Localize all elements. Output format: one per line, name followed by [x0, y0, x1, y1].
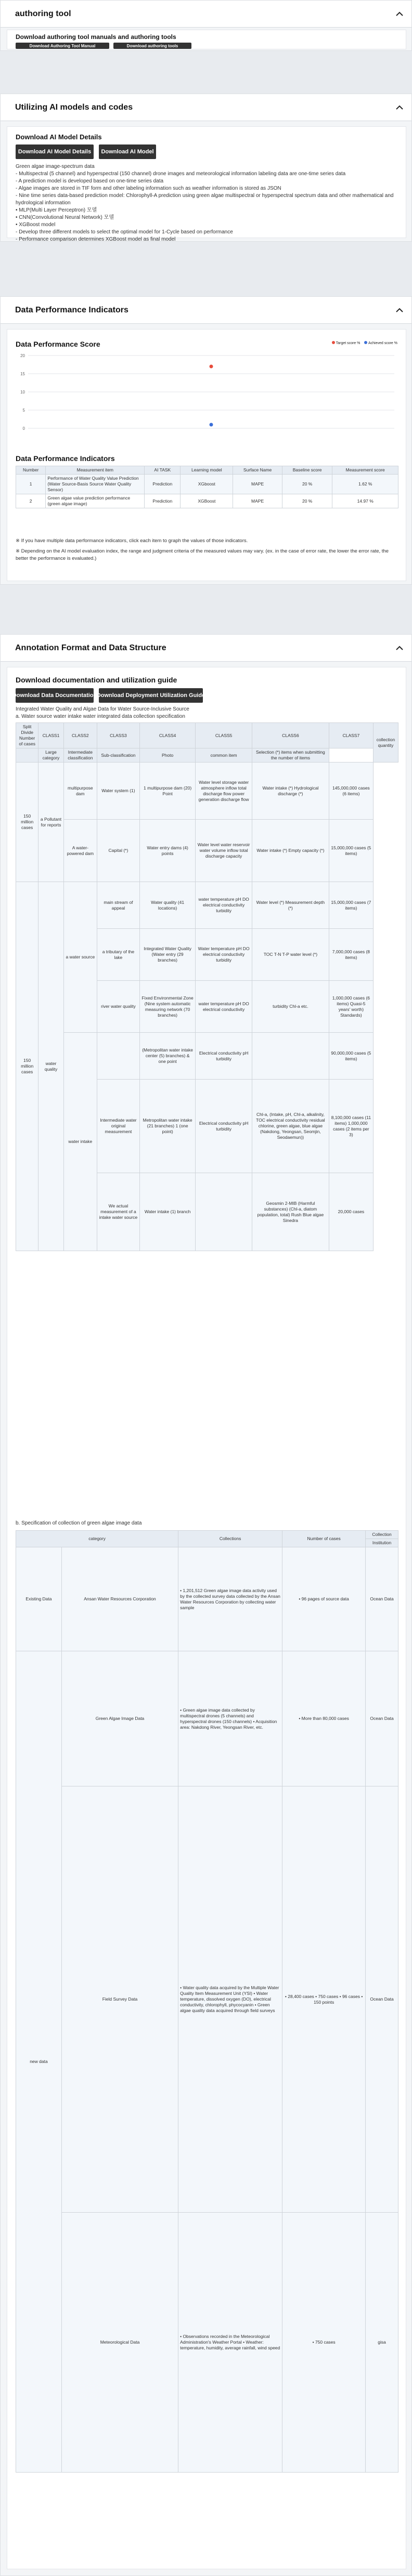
ai-model-panel: [7, 126, 406, 242]
cell: • 750 cases: [282, 2213, 366, 2473]
cell: MAPE: [233, 494, 282, 508]
legend-label: Achieved score %: [368, 341, 397, 345]
section-title: Annotation Format and Data Structure: [15, 643, 166, 652]
cell: 20,000 cases: [329, 1173, 373, 1251]
cell: MAPE: [233, 475, 282, 494]
cell: 20 %: [282, 475, 332, 494]
cell: A water-powered dam: [63, 820, 97, 882]
cell: 15,000,000 cases (5 items): [329, 820, 373, 882]
section-header[interactable]: [1, 635, 411, 662]
cell: 1 multipurpose dam (20) Point: [139, 763, 195, 820]
model-description: [16, 163, 398, 243]
cell: 20 %: [282, 494, 332, 508]
header-cell: Baseline score: [282, 466, 332, 475]
chevron-up-icon[interactable]: [394, 102, 405, 113]
cell: Intermediate water original measurement: [97, 1080, 139, 1173]
cell: Water level storage water atmosphere inflow total discharge flow power generation discharge flow: [196, 763, 252, 820]
cell: • Observations recorded in the Meteorological Administration's Weather Portal • Weather: temperature, humidity, average rainfall, wind speed: [178, 2213, 282, 2473]
cell: 1: [16, 475, 46, 494]
cell: a Pollutant for reports: [38, 763, 63, 882]
cell: • 28,400 cases • 750 cases • 96 cases • 150 points: [282, 1786, 366, 2213]
table-row: [16, 1651, 398, 1786]
table-row: [16, 2213, 398, 2473]
data-point[interactable]: [210, 423, 213, 427]
cell: Field Survey Data: [61, 1786, 178, 2213]
header-cell: common item: [196, 748, 252, 763]
cell: 90,000,000 cases (5 items): [329, 1033, 373, 1080]
cell: 8,100,000 cases (11 items) 1,000,000 cases (2 items per 3): [329, 1080, 373, 1173]
header-cell: Intermediate classification: [63, 748, 97, 763]
header-cell: CLASS1: [38, 723, 63, 748]
caption: a. Water source water intake water integrated data collection specification: [16, 714, 185, 719]
section-header[interactable]: [1, 94, 411, 121]
header-cell: Number: [16, 466, 46, 475]
table-row[interactable]: [16, 494, 398, 508]
download-model-button[interactable]: Download AI Model: [99, 144, 156, 159]
indicators-table-wrap: [16, 466, 398, 508]
header-cell: Collection: [366, 1531, 398, 1539]
header-cell: CLASS2: [63, 723, 97, 748]
table-row: [16, 882, 398, 929]
chevron-up-icon[interactable]: [394, 8, 405, 20]
note: ※ If you have multiple data performance indicators, click each item to graph the values of those indicators.: [16, 538, 248, 544]
cell: Water temperature pH DO electrical conductivity turbidity: [196, 929, 252, 981]
cell: [97, 1033, 139, 1080]
water-intake-table-wrap: [16, 722, 398, 1251]
cell: Ansan Water Resources Corporation: [61, 1547, 178, 1651]
cell: XGBoost: [181, 494, 233, 508]
legend-target: [332, 341, 360, 345]
cell: Ocean Data: [366, 1651, 398, 1786]
cell: 1,000,000 cases (6 items) Quasi-5 years' worth) Standards): [329, 981, 373, 1033]
table-row: [16, 1786, 398, 2213]
section-title: authoring tool: [15, 9, 71, 18]
ai-models-section: [0, 94, 412, 242]
cell: Meteorological Data: [61, 2213, 178, 2473]
indicators-title: Data Performance Indicators: [16, 454, 115, 463]
cell: Integrated Water Quality (Water entry (29 branches): [139, 929, 195, 981]
download-model-details-button[interactable]: Download AI Model Details: [16, 144, 94, 159]
header-cell: Surface Name: [233, 466, 282, 475]
chart-legend: [332, 341, 397, 345]
cell: Water quality (41 locations): [139, 882, 195, 929]
header-cell: Measurement score: [332, 466, 398, 475]
cell: 150 million cases: [16, 763, 38, 882]
cell: 1.62 %: [332, 475, 398, 494]
table-row: [16, 1033, 398, 1080]
download-guide-button[interactable]: Download Deployment Utilization Guide: [99, 688, 203, 703]
cell: 150 million cases: [16, 882, 38, 1251]
header-cell: CLASS3: [97, 723, 139, 748]
table-row: [16, 820, 398, 882]
desc-line: - Develop three different models to select the optimal model for 1-Cycle based on performance: [16, 229, 233, 235]
cell: Ocean Data: [366, 1786, 398, 2213]
green-algae-table: [16, 1530, 398, 2473]
desc-line: - Performance comparison determines XGBoost model as final model: [16, 236, 176, 242]
caption: b. Specification of collection of green algae image data: [16, 1520, 142, 1526]
cell: Ocean Data: [366, 1547, 398, 1651]
desc-line: - Algae images are stored in TIF form and other labeling information such as weather information is stored as JSON: [16, 186, 281, 191]
cell: turbidity Chl-a etc.: [252, 981, 329, 1033]
score-title: Data Performance Score: [16, 340, 100, 348]
cell: gisa: [366, 2213, 398, 2473]
cell: Existing Data: [16, 1547, 62, 1651]
annotation-panel: [7, 667, 406, 2569]
performance-panel: [7, 329, 406, 581]
panel-subtitle: Download AI Model Details: [16, 133, 102, 141]
header-cell: Number of cases: [282, 1531, 366, 1547]
indicators-table: [16, 466, 398, 508]
cell: 14.97 %: [332, 494, 398, 508]
cell: Water intake (*) Empty capacity (*): [252, 820, 329, 882]
cell: (Metropolitan water intake center (5) branches) & one point: [139, 1033, 195, 1080]
cell: [196, 1173, 252, 1251]
header-cell: Sub-classification: [97, 748, 139, 763]
annotation-section: [0, 634, 412, 2576]
cell: water quality: [38, 882, 63, 1251]
header-cell: AI TASK: [145, 466, 181, 475]
cell: Green algae value prediction performance (green algae image): [46, 494, 145, 508]
y-tick-label: 5: [22, 408, 25, 413]
header-cell: Measurement item: [46, 466, 145, 475]
water-intake-table: [16, 722, 398, 1251]
cell: Fixed Environmental Zone (Nine system automatic measuring network (70 branches): [139, 981, 195, 1033]
cell: Chl-a, (Intake, pH, Chl-a, alkalinity, TOC electrical conductivity residual chlorine, green algae, blue algae (Nakdong, Yeongsan, Seomjin, Seodaemun)): [252, 1080, 329, 1173]
download-manual-button[interactable]: Download Authoring Tool Manual: [16, 43, 109, 49]
cell: new data: [16, 1651, 62, 2473]
cell: multipurpose dam: [63, 763, 97, 820]
caption: Integrated Water Quality and Algae Data for Water Source-Inclusive Source: [16, 706, 189, 712]
cell: • 96 pages of source data: [282, 1547, 366, 1651]
table-row: [16, 1547, 398, 1651]
cell: a water source: [63, 882, 97, 1033]
cell: water intake: [63, 1033, 97, 1251]
y-tick-label: 10: [20, 390, 25, 395]
cell: main stream of appeal: [97, 882, 139, 929]
cell: Water intake (1) branch: [139, 1173, 195, 1251]
cell: Green Algae Image Data: [61, 1651, 178, 1786]
cell: • More than 80,000 cases: [282, 1651, 366, 1786]
cell: 145,000,000 cases (6 items): [329, 763, 373, 820]
note: ※ Depending on the AI model evaluation index, the range and judgment criteria of the measured values may vary. (ex. in the case of error rate, the lower the error rate, the better the performance is evaluated.): [16, 548, 389, 561]
download-documentation-button[interactable]: Download Data Documentation: [16, 688, 94, 703]
header-cell: Institution: [366, 1539, 398, 1547]
chevron-up-icon[interactable]: [394, 642, 405, 654]
desc-line: - Nine time series data-based prediction model: Chlorophyll-A prediction using green algae multispectral or hyperspectral spectrum data and other mathematical and hydrological information: [16, 193, 394, 206]
panel-subtitle: Download documentation and utilization guide: [16, 676, 177, 684]
green-algae-table-wrap: [16, 1530, 398, 2473]
cell: 15,000,000 cases (7 items): [329, 882, 373, 929]
section-title: Utilizing AI models and codes: [15, 102, 133, 112]
legend-label: Target score %: [336, 341, 360, 345]
cell: TOC T-N T-P water level (*): [252, 929, 329, 981]
cell: Capital (*): [97, 820, 139, 882]
header-cell: CLASS6: [252, 723, 329, 748]
authoring-tool-section: [0, 0, 412, 51]
desc-line: - A prediction model is developed based on one-time series data: [16, 178, 164, 184]
legend-achieved: [364, 341, 397, 345]
section-header[interactable]: [1, 1, 411, 28]
cell: Water level (*) Measurement depth (*): [252, 882, 329, 929]
cell: Water level water reservoir water volume inflow total discharge capacity: [196, 820, 252, 882]
header-cell: CLASS4: [139, 723, 195, 748]
cell: We actual measurement of a intake water source: [97, 1173, 139, 1251]
notes: [16, 537, 398, 562]
table-row[interactable]: [16, 475, 398, 494]
header-cell: Collections: [178, 1531, 282, 1547]
cell: 7,000,000 cases (8 items): [329, 929, 373, 981]
performance-section: [0, 296, 412, 585]
desc-line: • XGBoost model: [16, 222, 56, 228]
y-tick-label: 15: [20, 372, 25, 376]
cell: 2: [16, 494, 46, 508]
performance-chart: [14, 350, 401, 439]
desc-line: • MLP(Multi Layer Perceptron) 모델: [16, 207, 97, 213]
section-header[interactable]: [1, 297, 411, 324]
cell: Prediction: [145, 475, 181, 494]
cell: Metropolitan water intake (21 branches) 1 (one point): [139, 1080, 195, 1173]
cell: XGboost: [181, 475, 233, 494]
header-cell: Learning model: [181, 466, 233, 475]
header-cell: category: [16, 1531, 178, 1547]
header-cell: Selection (*) items when submitting the number of items: [252, 748, 329, 763]
chevron-up-icon[interactable]: [394, 305, 405, 316]
cell: Geosmin 2-MIB (Harmful substances) (Chl-a, diatom population, total) Rush Blue algae Sinedra: [252, 1173, 329, 1251]
header-cell: collection quantity: [373, 723, 398, 763]
cell: a tributary of the lake: [97, 929, 139, 981]
header-cell: CLASS5: [196, 723, 252, 748]
header-cell: CLASS7: [329, 723, 373, 748]
header-cell: [16, 748, 38, 763]
cell: Electrical conductivity pH turbidity: [196, 1033, 252, 1080]
cell: • 1,201,512 Green algae image data activity used by the collected survey data collected by the Ansan Water Resources Corporation by collecting water sample: [178, 1547, 282, 1651]
cell: • Water quality data acquired by the Multiple Water Quality Item Measurement Unit (YSI) • Water temperature, dissolved oxygen (DO), electrical conductivity, chlorophyll, phycocyanin • Green algae quality data acquired through field surveys: [178, 1786, 282, 2213]
cell: water temperature pH DO electrical conductivity turbidity: [196, 882, 252, 929]
section-title: Data Performance Indicators: [15, 305, 128, 314]
download-tools-button[interactable]: Download authoring tools: [113, 43, 191, 49]
cell: Performance of Water Quality Value Prediction (Water Source-Basis Source Water Quality Sensor): [46, 475, 145, 494]
cell: Prediction: [145, 494, 181, 508]
desc-line: • CNN(Convolutional Neural Network) 모델: [16, 215, 114, 220]
y-tick-label: 20: [20, 353, 25, 358]
cell: Electrical conductivity pH turbidity: [196, 1080, 252, 1173]
cell: [252, 1033, 329, 1080]
cell: Water intake (*) Hydrological discharge (*): [252, 763, 329, 820]
cell: Water system (1): [97, 763, 139, 820]
panel-subtitle: Download authoring tool manuals and authoring tools: [16, 33, 176, 41]
header-cell: Large category: [38, 748, 63, 763]
desc-line: - Multispectral (5 channel) and hyperspectral (150 channel) drone images and meteorological information labeling data are one-time series data: [16, 171, 346, 177]
desc-line: Green algae image-spectrum data: [16, 164, 95, 169]
table-row: [16, 763, 398, 820]
cell: water temperature pH DO electrical conductivity: [196, 981, 252, 1033]
authoring-tool-panel: [7, 30, 406, 49]
data-point[interactable]: [210, 365, 213, 369]
cell: river water quality: [97, 981, 139, 1033]
header-cell: Split Divide Number of cases: [16, 723, 38, 748]
cell: Water entry dams (4) points: [139, 820, 195, 882]
cell: • Green algae image data collected by multispectral drones (5 channels) and hyperspectral drones (150 channels) • Acquisition area: Nakdong River, Yeongsan River, etc.: [178, 1651, 282, 1786]
y-tick-label: 0: [22, 426, 25, 431]
header-cell: Photo: [139, 748, 195, 763]
